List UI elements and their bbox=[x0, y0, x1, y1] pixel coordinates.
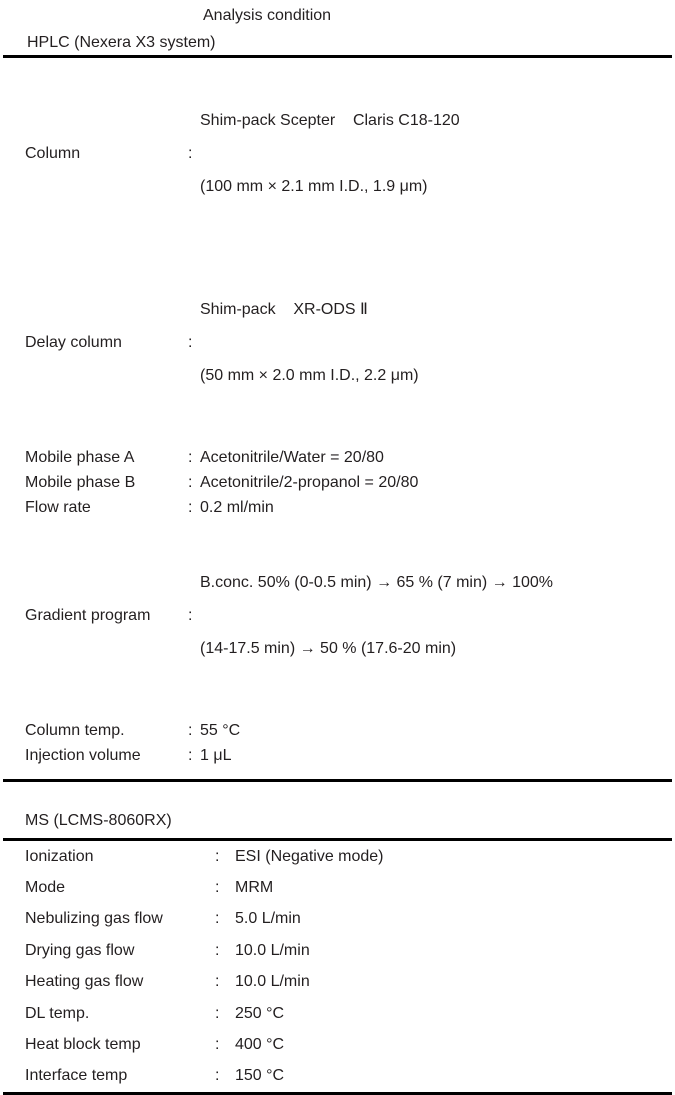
row-label: Flow rate bbox=[25, 499, 91, 516]
colon-separator: : bbox=[188, 449, 193, 466]
colon-separator: : bbox=[188, 607, 193, 624]
row-label: DL temp. bbox=[25, 1004, 90, 1022]
row-label: Injection volume bbox=[25, 747, 141, 764]
colon-separator: : bbox=[215, 1067, 220, 1085]
row-value: 1 μL bbox=[200, 747, 232, 764]
colon-separator: : bbox=[215, 879, 220, 897]
row-value: 10.0 L/min bbox=[235, 941, 310, 959]
row-value: MRM bbox=[235, 879, 274, 897]
value-line-1: Shim-pack Scepter Claris C18-120 bbox=[200, 112, 460, 129]
table-row-delay-column bbox=[25, 255, 665, 431]
colon-separator: : bbox=[188, 145, 193, 162]
table-row-interface-temp bbox=[25, 1061, 665, 1092]
colon-separator: : bbox=[188, 747, 193, 764]
row-value: 10.0 L/min bbox=[235, 973, 310, 991]
row-label: Column temp. bbox=[25, 722, 125, 739]
row-label: Nebulizing gas flow bbox=[25, 910, 163, 928]
ms-table bbox=[0, 841, 675, 1092]
colon-separator: : bbox=[215, 910, 220, 928]
colon-separator: : bbox=[215, 1036, 220, 1054]
table-row-mobile-phase-a bbox=[25, 445, 665, 470]
hplc-table bbox=[0, 58, 675, 779]
analysis-condition-document bbox=[0, 6, 675, 1085]
row-label: Interface temp bbox=[25, 1067, 128, 1085]
table-row-heat-block-temp bbox=[25, 1029, 665, 1060]
row-label: Column bbox=[25, 145, 81, 162]
ms-section-header: MS (LCMS-8060RX) bbox=[25, 812, 172, 829]
row-value: ESI (Negative mode) bbox=[235, 847, 384, 865]
value-line-1: Shim-pack XR-ODS Ⅱ bbox=[200, 301, 368, 318]
row-value: Acetonitrile/2-propanol = 20/80 bbox=[200, 474, 419, 491]
table-row-drying-gas-flow bbox=[25, 935, 665, 966]
hplc-bottom-rule bbox=[3, 779, 672, 782]
colon-separator: : bbox=[215, 847, 220, 865]
table-row-heating-gas-flow bbox=[25, 967, 665, 998]
row-value: 400 °C bbox=[235, 1036, 285, 1054]
table-row-nebulizing-gas-flow bbox=[25, 904, 665, 935]
colon-separator: : bbox=[215, 1004, 220, 1022]
row-value: 150 °C bbox=[235, 1067, 285, 1085]
value-line-1: B.conc. 50% (0-0.5 min) → 65 % (7 min) → 100% bbox=[200, 574, 554, 591]
row-label: Gradient program bbox=[25, 607, 151, 624]
colon-separator: : bbox=[215, 941, 220, 959]
value-line-2: (50 mm × 2.0 mm I.D., 2.2 μm) bbox=[200, 367, 419, 384]
row-label: Mobile phase B bbox=[25, 474, 136, 491]
table-row-mode bbox=[25, 872, 665, 903]
row-value: 0.2 ml/min bbox=[200, 499, 274, 516]
row-value: 5.0 L/min bbox=[235, 910, 301, 928]
hplc-section-header: HPLC (Nexera X3 system) bbox=[27, 34, 216, 51]
table-row-flow-rate bbox=[25, 495, 665, 520]
colon-separator: : bbox=[215, 973, 220, 991]
row-label: Delay column bbox=[25, 334, 122, 351]
row-value: 55 °C bbox=[200, 722, 241, 739]
value-line-2: (14-17.5 min) → 50 % (17.6-20 min) bbox=[200, 640, 457, 657]
table-row-ionization bbox=[25, 841, 665, 872]
page-title: Analysis condition bbox=[203, 7, 332, 24]
table-row-injection-volume bbox=[25, 743, 665, 768]
colon-separator: : bbox=[188, 474, 193, 491]
row-label: Ionization bbox=[25, 847, 94, 865]
colon-separator: : bbox=[188, 499, 193, 516]
row-value: 250 °C bbox=[235, 1004, 285, 1022]
row-value bbox=[200, 66, 665, 242]
table-row-mobile-phase-b bbox=[25, 470, 665, 495]
value-line-2: (100 mm × 2.1 mm I.D., 1.9 μm) bbox=[200, 178, 428, 195]
colon-separator: : bbox=[188, 334, 193, 351]
table-row-dl-temp bbox=[25, 998, 665, 1029]
row-value: Acetonitrile/Water = 20/80 bbox=[200, 449, 384, 466]
table-row-column-temp bbox=[25, 718, 665, 743]
row-label: Mode bbox=[25, 879, 66, 897]
row-label: Mobile phase A bbox=[25, 449, 135, 466]
row-label: Heating gas flow bbox=[25, 973, 144, 991]
colon-separator: : bbox=[188, 722, 193, 739]
row-value bbox=[200, 528, 665, 704]
row-label: Heat block temp bbox=[25, 1036, 141, 1054]
table-row-gradient-program bbox=[25, 528, 665, 704]
row-label: Drying gas flow bbox=[25, 941, 135, 959]
table-row-column bbox=[25, 66, 665, 242]
row-value bbox=[200, 255, 665, 431]
